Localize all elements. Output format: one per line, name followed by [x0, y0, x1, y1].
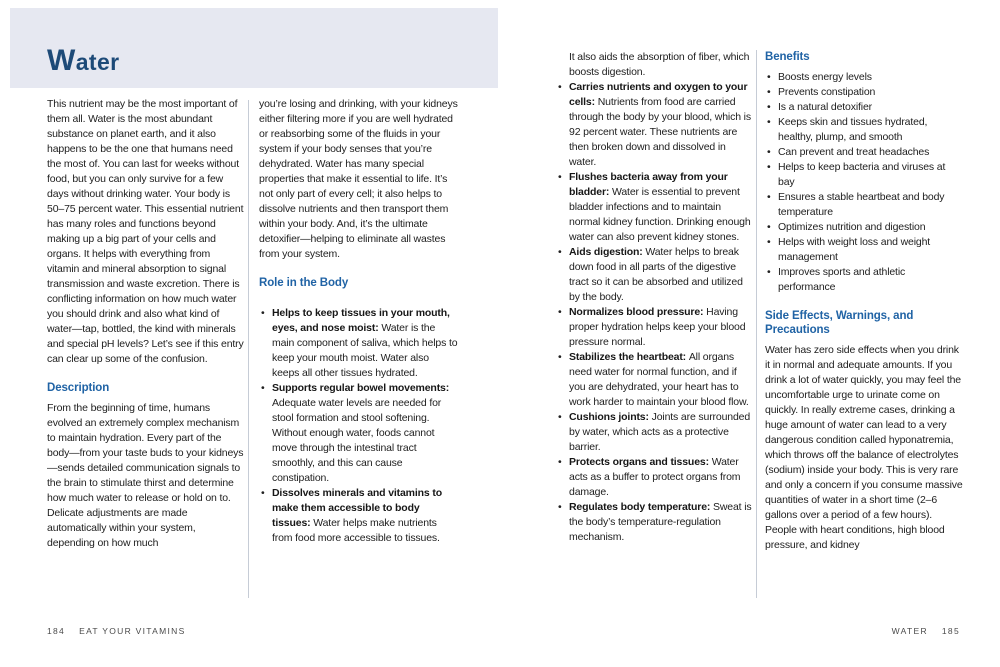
bullet-item: • Ensures a stable heartbeat and body temperature [778, 190, 963, 220]
bullet-item: • Optimizes nutrition and digestion [778, 220, 963, 235]
role-bullet-list [259, 306, 458, 546]
bullet-item: • Helps to keep tissues in your mouth, eyes, and nose moist: Water is the main component of saliva, which helps to keep your mouth moist. Water also keeps all other tissues hydrated. [272, 306, 458, 381]
bullet-item: • Prevents constipation [778, 85, 963, 100]
right-page-number: 185 [941, 626, 960, 636]
left-page-column-1 [47, 97, 244, 551]
role-in-the-body-heading: Role in the Body [259, 277, 349, 289]
left-page-footer [47, 626, 186, 636]
bullet-item: • Stabilizes the heartbeat: All organs need water for normal function, and if you are dehydrated, your heart has to work harder to maintain your blood flow. [569, 350, 752, 410]
benefits-bullet-list [765, 70, 963, 295]
bullet-lead-in: Stabilizes the heartbeat: [569, 351, 689, 363]
bullet-item: • Cushions joints: Joints are surrounded by water, which acts as a protective barrier. [569, 410, 752, 455]
bullet-item: • Protects organs and tissues: Water acts as a buffer to protect organs from damage. [569, 455, 752, 500]
book-title-footer: EAT YOUR VITAMINS [79, 626, 186, 636]
left-page-column-2 [259, 97, 458, 546]
bullet-item: • Can prevent and treat headaches [778, 145, 963, 160]
bullet-lead-in: Aids digestion: [569, 246, 646, 258]
left-page-number: 184 [47, 626, 66, 636]
right-page-footer [892, 626, 960, 636]
bullet-lead-in: Supports regular bowel movements: [272, 382, 450, 394]
column-divider-left-page [248, 100, 249, 598]
bullet-item: • Aids digestion: Water helps to break down food in all parts of the digestive tract so it can be absorbed and utilized by the body. [569, 245, 752, 305]
side-effects-heading: Side Effects, Warnings, and Precautions [765, 310, 914, 336]
bullet-lead-in: Normalizes blood pressure: [569, 306, 707, 318]
bullet-lead-in: Helps to keep tissues in your mouth, eyes, and nose moist: [272, 307, 450, 334]
bullet-item: • Is a natural detoxifier [778, 100, 963, 115]
bullet-item: • Improves sports and athletic performance [778, 265, 963, 295]
bullet-lead-in: Cushions joints: [569, 411, 652, 423]
description-paragraph: From the beginning of time, humans evolved an extremely complex mechanism to maintain hydration. Every part of the body—from your taste buds to your kidneys—sends detailed communication signals to the brain to stimulate thirst and determine how much water to release or hold on to. Delicate adjustments are made automatically within your system, depending on how much [47, 402, 244, 549]
bullet-lead-in: Flushes bacteria away from your bladder: [569, 171, 728, 198]
bullet-item: • Helps with weight loss and weight management [778, 235, 963, 265]
column-divider-right-page [756, 50, 757, 598]
side-effects-paragraph: Water has zero side effects when you drink it in normal and adequate amounts. If you drink a lot of water quickly, you may feel the uncomfortable urge to urinate come on quickly. In really extreme cases, drinking a huge amount of water can lead to a very dangerous condition called hyponatremia, which throws off the balance of electrolytes (sodium) inside your body. This is very rare and only a concern if you consume massive quantities of water in a short time (2–6 gallons over a period of a few hours). People with heart conditions, high blood pressure, and kidney [765, 344, 963, 551]
benefits-heading: Benefits [765, 51, 810, 63]
bullet-item: • Dissolves minerals and vitamins to make them accessible to body tissues: Water helps make nutrients from food more accessible to tissues. [272, 486, 458, 546]
right-page-column-2 [765, 50, 963, 553]
bullet-lead-in: Protects organs and tissues: [569, 456, 712, 468]
bullet-lead-in: Carries nutrients and oxygen to your cells: [569, 81, 748, 108]
intro-paragraph: This nutrient may be the most important of them all. Water is the most abundant substance on planet earth, and it also happens to be the one that humans need the most of. You can last for weeks without food, but you can only survive for a few days without drinking water. Your body is 50–75 percent water. This essential nutrient has many roles and functions beyond making up a big part of your cells and organs. It helps with everything from vitamin and mineral absorption to signal transmission and waste excretion. There is conflicting information on how much water you should drink and also what kind of water—tap, bottled, the kind with minerals and special pH levels? Let’s see if this entry can clear up some of the confusion. [47, 98, 244, 365]
bullet-item: • Supports regular bowel movements: Adequate water levels are needed for stool formation and stool softening. Without enough water, foods cannot move through the intestinal tract smoothly, and this can cause constipation. [272, 381, 458, 486]
bullet-item: • Regulates body temperature: Sweat is the body’s temperature-regulation mechanism. [569, 500, 752, 545]
bullet-item: • Normalizes blood pressure: Having proper hydration helps keep your blood pressure normal. [569, 305, 752, 350]
bullet-lead-in: Regulates body temperature: [569, 501, 713, 513]
bullet-item: • Flushes bacteria away from your bladder: Water is essential to prevent bladder infections and to maintain normal kidney function. Drinking enough water can also prevent kidney stones. [569, 170, 752, 245]
bullet-item: • Carries nutrients and oxygen to your cells: Nutrients from food are carried through the body by your blood, which is 92 percent water. These nutrients are then broken down and dissolved in water. [569, 80, 752, 170]
role-bullet-list-continued [556, 80, 752, 545]
chapter-title-footer: WATER [891, 626, 928, 636]
bullet-lead-in: Dissolves minerals and vitamins to make them accessible to body tissues: [272, 487, 442, 529]
page-title: Water [47, 44, 120, 77]
bullet-carryover-paragraph: It also aids the absorption of fiber, which boosts digestion. [569, 51, 750, 78]
bullet-item: • Boosts energy levels [778, 70, 963, 85]
description-continuation-paragraph: you’re losing and drinking, with your kidneys either filtering more if you are well hydrated or reabsorbing some of the fluids in your system if your body senses that you’re dehydrated. Water has many special properties that make it essential to life. It’s not only part of every cell; it also helps to dissolve nutrients and then transport them within your body. And, it’s the ultimate detoxifier—helping to eliminate all wastes from your system. [259, 98, 458, 260]
bullet-item: • Helps to keep bacteria and viruses at bay [778, 160, 963, 190]
right-page-column-1 [556, 50, 752, 545]
bullet-item: • Keeps skin and tissues hydrated, healthy, plump, and smooth [778, 115, 963, 145]
description-heading: Description [47, 382, 110, 394]
